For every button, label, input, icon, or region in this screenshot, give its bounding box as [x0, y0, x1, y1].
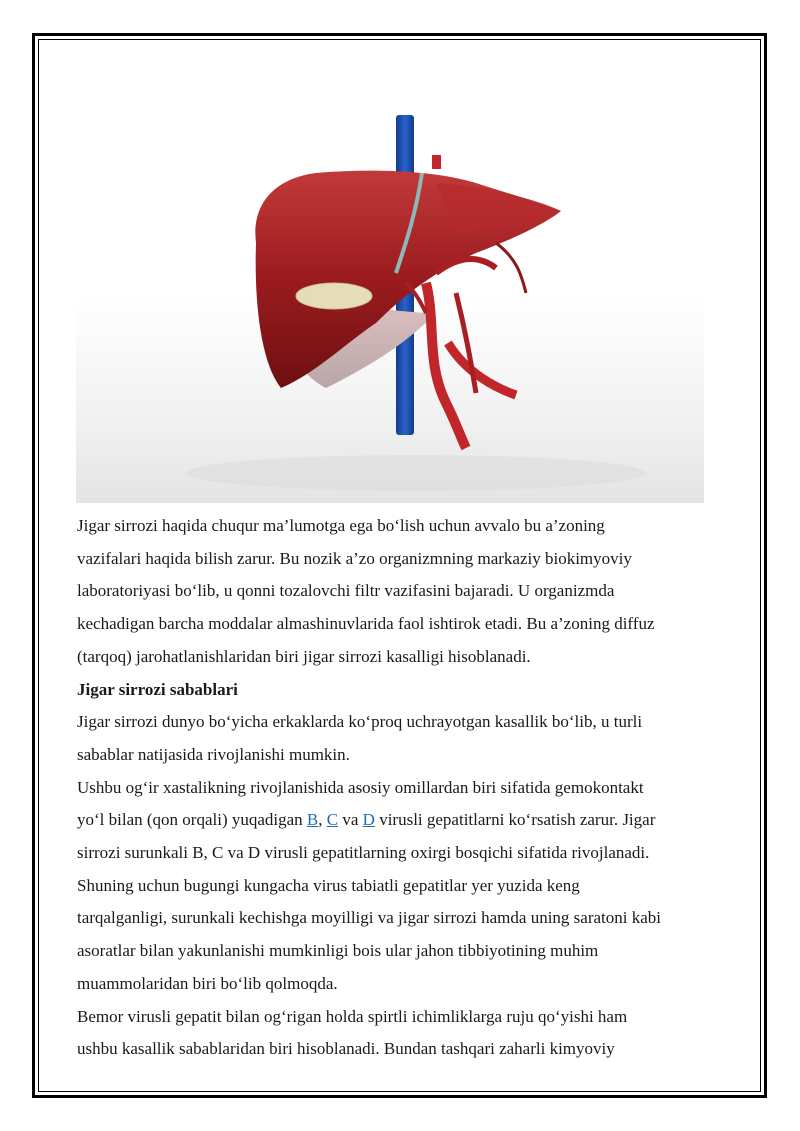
- text-fragment: yo‘l bilan (qon orqali) yuqadigan: [77, 810, 307, 830]
- text-line: (tarqoq) jarohatlanishlaridan biri jigar sirrozi kasalligi hisoblanadi.: [77, 646, 531, 666]
- text-fragment: ,: [318, 810, 327, 830]
- text-line: tarqalganligi, surunkali kechishga moyilligi va jigar sirrozi hamda uning saratoni kabi: [77, 908, 661, 928]
- text-line: asoratlar bilan yakunlanishi mumkinligi bois ular jahon tibbiyotining muhim: [77, 941, 599, 961]
- text-line: Bemor virusli gepatit bilan og‘rigan holda spirtli ichimliklarga ruju qo‘yishi ham: [77, 1006, 628, 1026]
- text-line: vazifalari haqida bilish zarur. Bu nozik a’zo organizmning markaziy biokimyoviy: [77, 548, 632, 568]
- causes-paragraph: [77, 706, 727, 771]
- text-line: ushbu kasallik sabablaridan biri hisoblanadi. Bundan tashqari zaharli kimyoviy: [77, 1039, 615, 1059]
- text-line: Jigar sirrozi haqida chuqur ma’lumotga ega bo‘lish uchun avvalo bu a’zoning: [77, 516, 605, 535]
- text-line-with-links: [77, 804, 727, 837]
- text-line: laboratoriyasi bo‘lib, u qonni tozalovchi filtr vazifasini bajaradi. U organizmda: [77, 581, 615, 601]
- text-fragment: virusli gepatitlarni ko‘rsatish zarur. Jigar: [374, 810, 656, 830]
- text-line: sabablar natijasida rivojlanishi mumkin.: [77, 744, 350, 764]
- link-hepatitis-c[interactable]: C: [326, 810, 339, 830]
- hepatitis-paragraph: [77, 772, 727, 1001]
- link-hepatitis-b[interactable]: B: [306, 810, 319, 830]
- liver-illustration: [76, 43, 704, 503]
- intro-paragraph: [77, 510, 727, 674]
- text-line: Ushbu og‘ir xastalikning rivojlanishida asosiy omillardan biri sifatida gemokontakt: [77, 777, 644, 797]
- article-body: [77, 510, 727, 1066]
- text-fragment: va: [338, 810, 363, 830]
- text-line: kechadigan barcha moddalar almashinuvlarida faol ishtirok etadi. Bu a’zoning diffuz: [77, 614, 655, 634]
- alcohol-paragraph: [77, 1001, 727, 1066]
- heading-text: Jigar sirrozi sabablari: [77, 679, 238, 699]
- text-line: Shuning uchun bugungi kungacha virus tabiatli gepatitlar yer yuzida keng: [77, 875, 580, 895]
- link-hepatitis-d[interactable]: D: [362, 810, 375, 830]
- text-line: Jigar sirrozi dunyo bo‘yicha erkaklarda ko‘proq uchrayotgan kasallik bo‘lib, u turli: [77, 712, 643, 732]
- text-line: muammolaridan biri bo‘lib qolmoqda.: [77, 973, 338, 993]
- text-line: sirrozi surunkali B, C va D virusli gepatitlarning oxirgi bosqichi sifatida rivojlanadi.: [77, 843, 650, 863]
- section-heading: [77, 674, 727, 707]
